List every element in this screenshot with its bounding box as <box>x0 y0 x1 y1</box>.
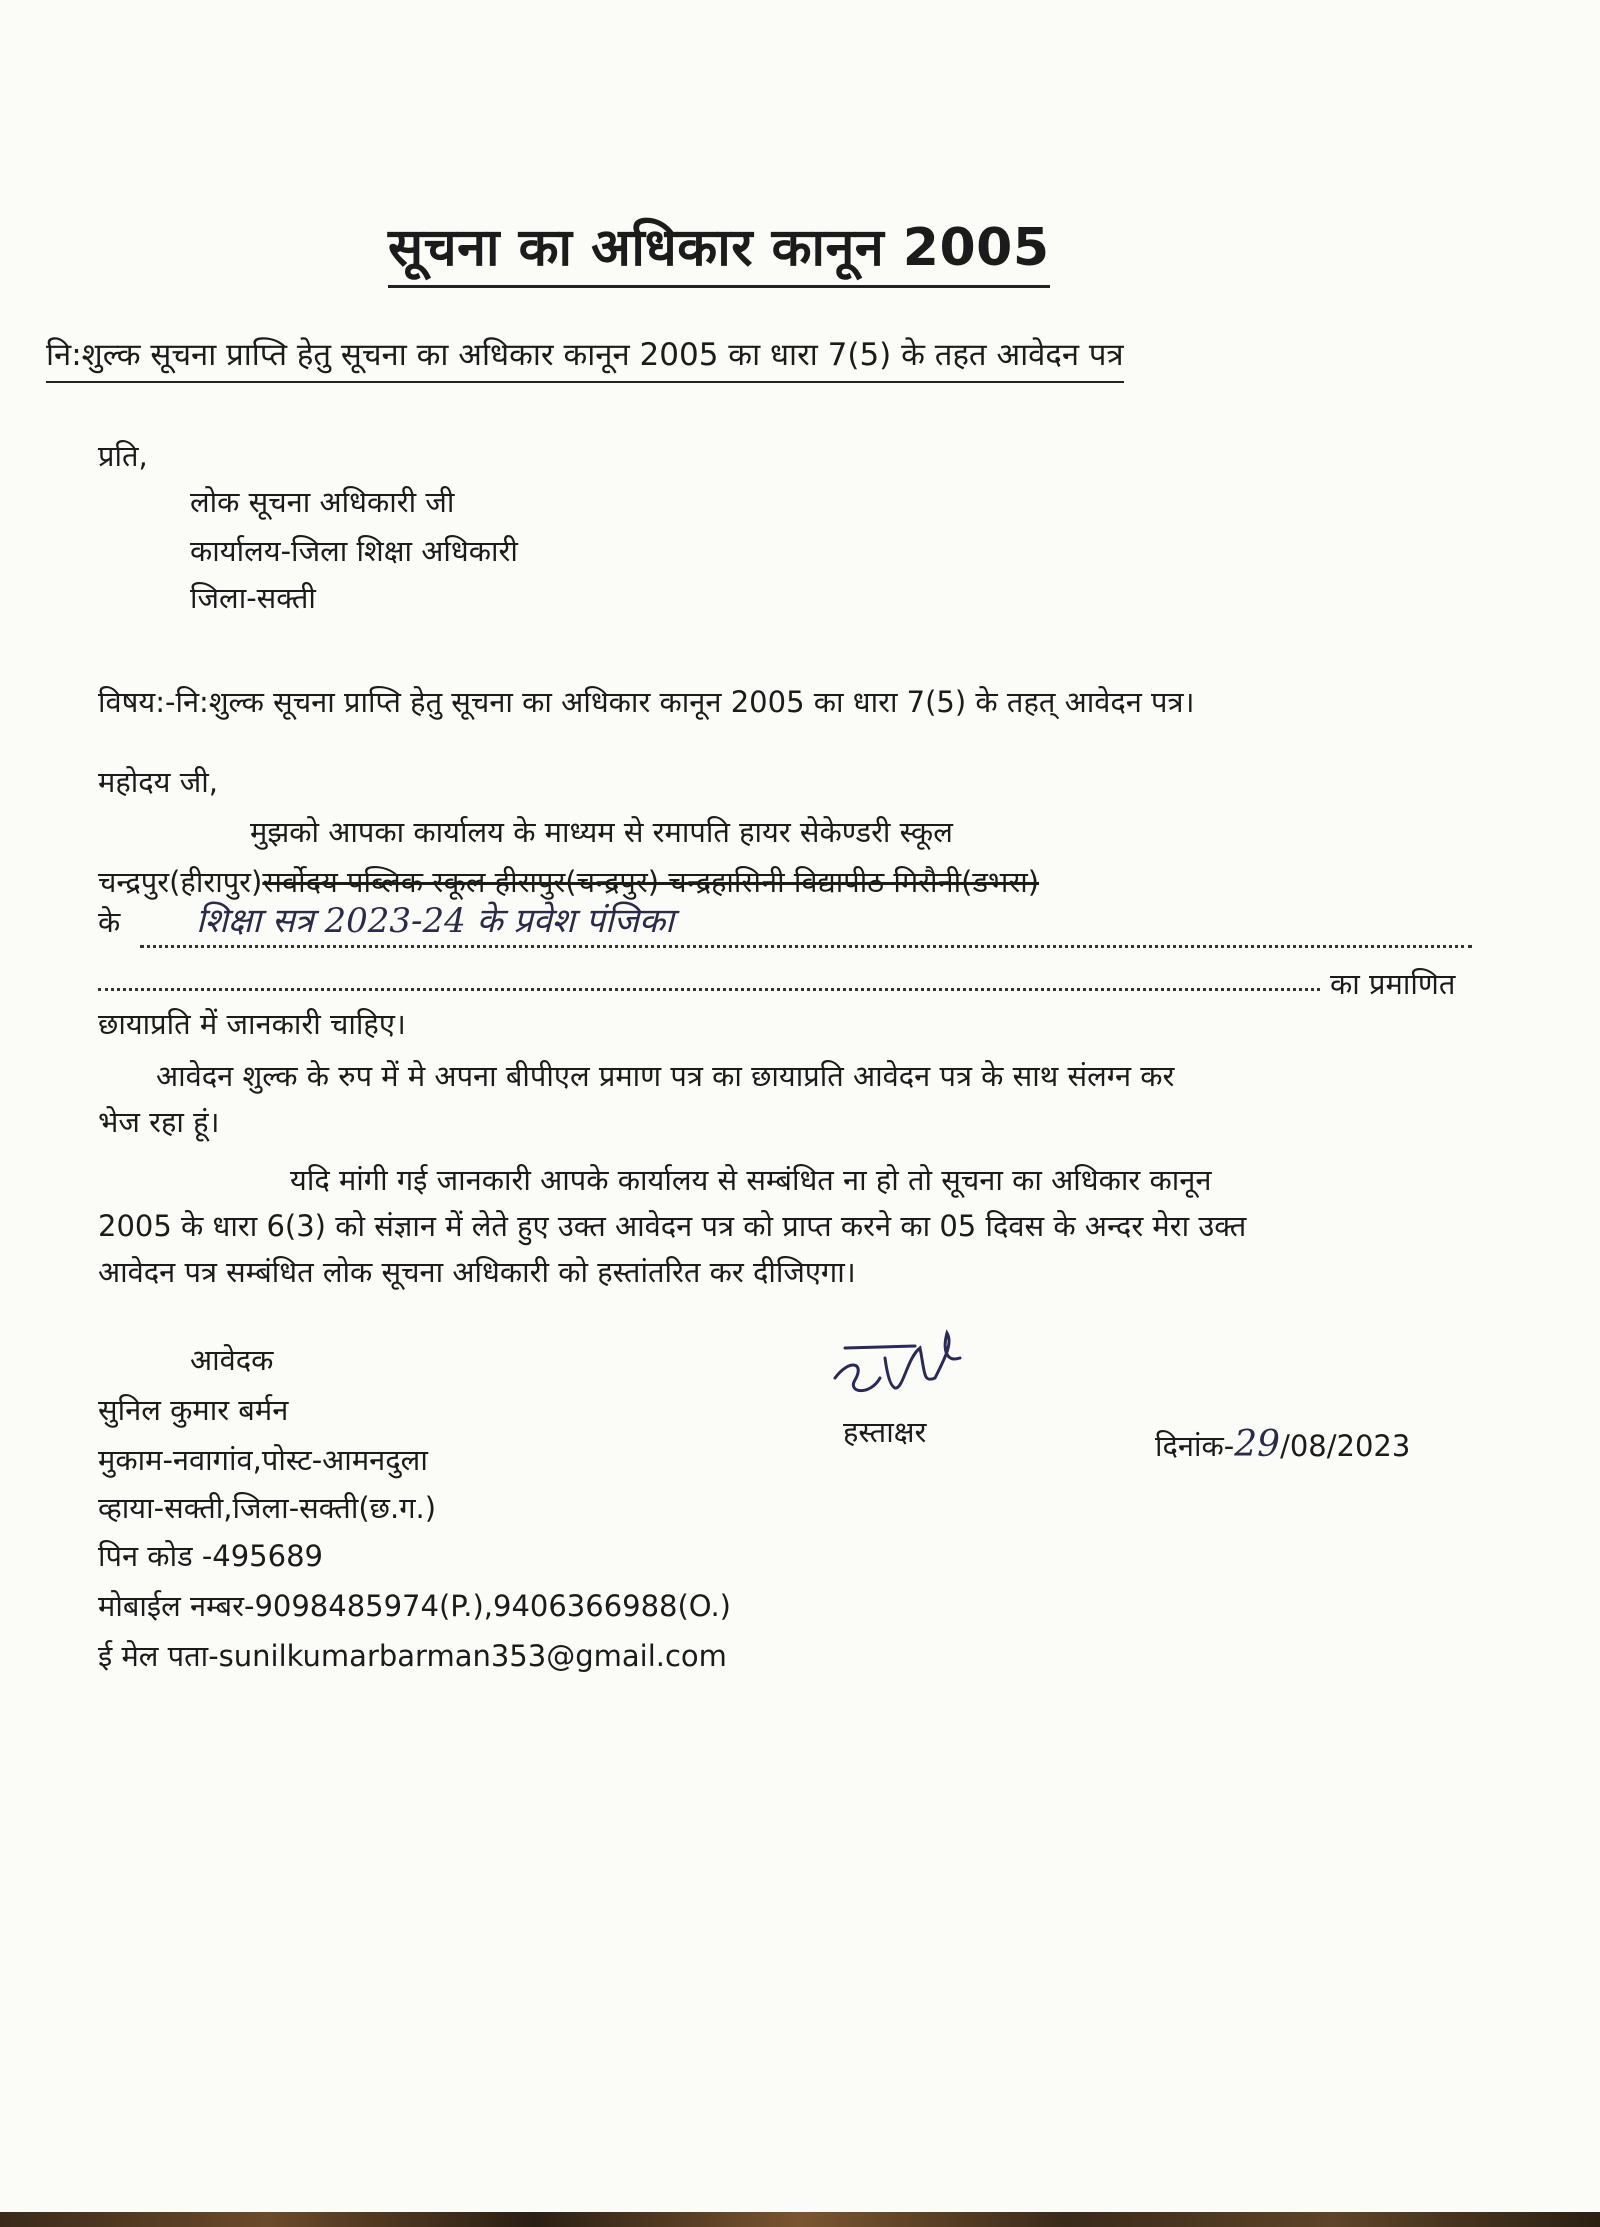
signature-label: हस्ताक्षर <box>843 1415 927 1449</box>
fill-dotted-line-2 <box>98 988 1320 991</box>
date-label: दिनांक- <box>1155 1429 1235 1463</box>
addressee-line-2: कार्यालय-जिला शिक्षा अधिकारी <box>190 534 518 568</box>
greeting: महोदय जी, <box>98 765 218 799</box>
date-handwritten-day: 29 <box>1234 1424 1281 1465</box>
para2-line-1: आवेदन शुल्क के रुप में मे अपना बीपीएल प्रमाण पत्र का छायाप्रति आवेदन पत्र के साथ संलग्न कर <box>156 1059 1175 1093</box>
handwritten-signature <box>825 1318 975 1418</box>
applicant-mobile: मोबाईल नम्बर-9098485974(P.),9406366988(O.) <box>98 1589 731 1623</box>
date <box>1155 1424 1410 1465</box>
document-subtitle: नि:शुल्क सूचना प्राप्ति हेतु सूचना का अधिकार कानून 2005 का धारा 7(5) के तहत आवेदन पत्र <box>46 333 1124 383</box>
body-line-4-suffix: का प्रमाणित <box>1330 967 1456 1001</box>
para3-line-1: यदि मांगी गई जानकारी आपके कार्यालय से सम्बंधित ना हो तो सूचना का अधिकार कानून <box>290 1163 1212 1197</box>
para2-line-2: भेज रहा हूं। <box>98 1105 220 1139</box>
body-line-3-prefix: के <box>98 905 121 939</box>
addressee-to: प्रति, <box>98 439 148 473</box>
date-rest: /08/2023 <box>1280 1429 1411 1463</box>
fill-dotted-line-1 <box>140 945 1472 948</box>
applicant-email: ई मेल पता-sunilkumarbarman353@gmail.com <box>98 1639 727 1673</box>
body-line-1: मुझको आपका कार्यालय के माध्यम से रमापति हायर सेकेण्डरी स्कूल <box>250 815 953 849</box>
handwritten-fill: शिक्षा सत्र 2023-24 के प्रवेश पंजिका <box>196 901 674 941</box>
body-line-5: छायाप्रति में जानकारी चाहिए। <box>98 1007 406 1041</box>
scan-edge-strip <box>0 2212 1600 2227</box>
applicant-address-1: मुकाम-नवागांव,पोस्ट-आमनदुला <box>98 1443 428 1477</box>
document-title: सूचना का अधिकार कानून 2005 <box>388 210 1050 288</box>
subject-line: विषय:-नि:शुल्क सूचना प्राप्ति हेतु सूचना का अधिकार कानून 2005 का धारा 7(5) के तहत् आवेदन पत्र। <box>98 685 1195 719</box>
para3-line-2: 2005 के धारा 6(3) को संज्ञान में लेते हुए उक्त आवेदन पत्र को प्राप्त करने का 05 दिवस के अन्दर मेरा उक्त <box>98 1209 1247 1243</box>
para3-line-3: आवेदन पत्र सम्बंधित लोक सूचना अधिकारी को हस्तांतरित कर दीजिएगा। <box>98 1255 856 1289</box>
applicant-address-2: व्हाया-सक्ती,जिला-सक्ती(छ.ग.) <box>98 1491 437 1525</box>
applicant-pin: पिन कोड -495689 <box>98 1539 323 1573</box>
addressee-line-3: जिला-सक्ती <box>190 581 316 615</box>
school-name: चन्द्रपुर(हीरापुर) <box>98 865 263 899</box>
applicant-label: आवेदक <box>190 1343 274 1377</box>
applicant-name: सुनिल कुमार बर्मन <box>98 1393 289 1427</box>
addressee-line-1: लोक सूचना अधिकारी जी <box>190 485 455 519</box>
struck-school-options: सर्वोदय पब्लिक स्कूल हीरापुर(चन्द्रपुर) चन्द्रहासिनी विद्यापीठ मिरौनी(डभरा) <box>262 865 1040 899</box>
